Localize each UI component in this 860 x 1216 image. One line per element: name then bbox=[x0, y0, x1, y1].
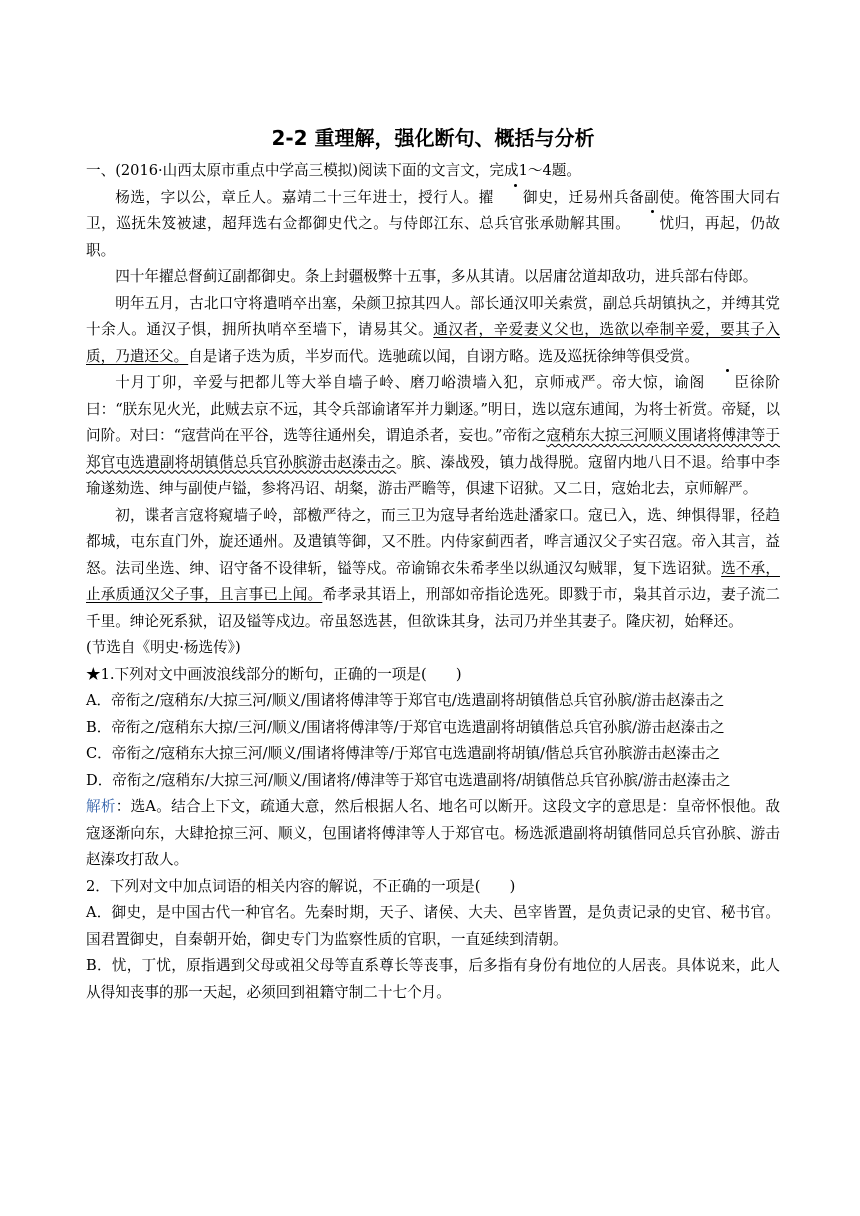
passage-text: 。膑、溱战殁，镇力战得脱。寇留内地八日不退。给事中李瑜遂劾选、绅与副使卢镒，参将冯诏、胡粲，游击严瞻等，俱逮下诏狱。又二日，寇始北去，京师解严。 bbox=[86, 453, 780, 497]
emphasis-dot-word: 御 bbox=[494, 185, 538, 212]
passage-paragraph-4 bbox=[86, 370, 780, 503]
passage-text: 史，迁易州兵备副使。俺答围大同右卫，巡抚朱笈被逮，超拜选右佥都御史代之。与侍郎江东、总兵官张承勋解其围。 bbox=[86, 188, 780, 232]
passage-source: (节选自《明史·杨选传》) bbox=[86, 639, 241, 656]
passage-paragraph-1 bbox=[86, 185, 780, 265]
document-page bbox=[86, 122, 780, 1006]
underlined-sentence: 选不承，止承质通汉父子事，且言事已上闻。 bbox=[86, 559, 780, 603]
passage-text: 徐阶曰：“朕东见火光，此贼去京不远，其令兵部谕诸军并力剿逐。”明日，选以寇东逋闻，为将士祈赏。帝疑，以问阶。对曰：“寇营尚在平谷，选等往通州矣，谓追杀者，妄也。”帝衔之 bbox=[86, 374, 780, 444]
question-1-stem: ★1.下列对文中画波浪线部分的断句，正确的一项是( ) bbox=[86, 665, 462, 683]
analysis-label: 解析 bbox=[86, 798, 116, 815]
analysis-text: ：选A。结合上下文，疏通大意，然后根据人名、地名可以断开。这段文字的意思是：皇帝怀恨他。敌寇逐渐向东，大肆抢掠三河、顺义，包围诸将傅津等人于郑官屯。杨选派遣副将胡镇偕同总兵官孙膑、游击赵溱攻打敌人。 bbox=[86, 798, 780, 868]
passage-text: 归，再起，仍故职。 bbox=[86, 215, 780, 259]
option-d: D．帝衔之/寇稍东/大掠三河/顺义/围诸将/傅津等于郑官屯选遣副将/胡镇偕总兵官孙膑/游击赵溱击之 bbox=[86, 771, 731, 789]
option-a: A．御史，是中国古代一种官名。先秦时期，天子、诸侯、大夫、邑宰皆置，是负责记录的史官、秘书官。国君置御史，自秦朝开始，御史专门为监察性质的官职，一直延续到清朝。 bbox=[86, 904, 780, 948]
passage-paragraph-3 bbox=[86, 291, 780, 371]
passage-text: 十月丁卯，辛爱与把都儿等大举自墙子岭、磨刀峪溃墙入犯，京师戒严。帝大惊，谕阁 bbox=[115, 374, 706, 391]
question-2-stem: 2．下列对文中加点词语的相关内容的解说，不正确的一项是( ) bbox=[86, 877, 516, 895]
passage-text: 初，谍者言寇将窥墙子岭，部檄严待之，而三卫为寇导者绐选赴潘家口。寇已入，选、绅惧得罪，径趋都城，屯东直门外，旋还通州。及遣镇等御，又不胜。内侍家蓟西者，哗言通汉父子实召寇。帝入其言，益怒。法司坐选、绅、诏守备不设律斩，镒等戍。帝谕锦衣朱希孝坐以纵通汉勾贼罪，复下选诏狱。 bbox=[86, 506, 780, 577]
option-b: B．帝衔之/寇稍东大掠/三河/顺义/围诸将傅津等/于郑官屯选遣副将胡镇偕总兵官孙膑/游击赵溱击之 bbox=[86, 718, 725, 736]
passage-paragraph-5 bbox=[86, 503, 780, 636]
passage-text: 希孝录其语上，刑部如帝指论选死。即戮于市，枭其首示边，妻子流二千里。绅论死系狱，诏及镒等戍边。帝虽怒选甚，但欲诛其身，法司乃并坐其妻子。隆庆初，始释还。 bbox=[86, 586, 780, 630]
analysis-paragraph bbox=[86, 794, 780, 874]
option-a: A．帝衔之/寇稍东/大掠三河/顺义/围诸将傅津等于郑官屯/选遣副将胡镇偕总兵官孙膑/游击赵溱击之 bbox=[86, 692, 725, 709]
emphasis-dot-word: 忧 bbox=[630, 211, 674, 238]
underlined-sentence: 通汉者，辛爱妻义父也，选欲以牵制辛爱，要其子入质，乃遣还父。 bbox=[86, 321, 780, 365]
emphasis-dot-word: 臣 bbox=[705, 370, 749, 397]
passage-text: 明年五月，古北口守将遣哨卒出塞，朵颜卫掠其四人。部长通汉叩关索赏，副总兵胡镇执之，并缚其党十余人。通汉子惧，拥所执哨卒至墙下，请易其父。 bbox=[86, 294, 780, 338]
option-b: B．忧，丁忧，原指遇到父母或祖父母等直系尊长等丧事，后多指有身份有地位的人居丧。具体说来，此人从得知丧事的那一天起，必须回到祖籍守制二十七个月。 bbox=[86, 957, 780, 1001]
question-intro: 一、(2016·山西太原市重点中学高三模拟)阅读下面的文言文，完成1～4题。 bbox=[86, 162, 581, 179]
page-title: 2-2 重理解，强化断句、概括与分析 bbox=[271, 126, 595, 150]
passage-text: 杨选，字以公，章丘人。嘉靖二十三年进士，授行人。擢 bbox=[115, 188, 494, 206]
option-c: C．帝衔之/寇稍东大掠三河/顺义/围诸将傅津等/于郑官屯选遣副将胡镇/偕总兵官孙膑游击赵溱击之 bbox=[86, 745, 721, 762]
wavy-underlined-sentence: 寇稍东大掠三河顺义围诸将傅津等于郑官屯选遣副将胡镇偕总兵官孙膑游击赵溱击之 bbox=[86, 427, 780, 471]
passage-text: 自是诸子迭为质，半岁而代。选驰疏以闻，自诩方略。选及巡抚徐绅等俱受赏。 bbox=[188, 347, 699, 365]
passage-paragraph-2: 四十年擢总督蓟辽副都御史。条上封疆极弊十五事，多从其请。以居庸岔道却敌功，进兵部右侍郎。 bbox=[115, 268, 758, 285]
